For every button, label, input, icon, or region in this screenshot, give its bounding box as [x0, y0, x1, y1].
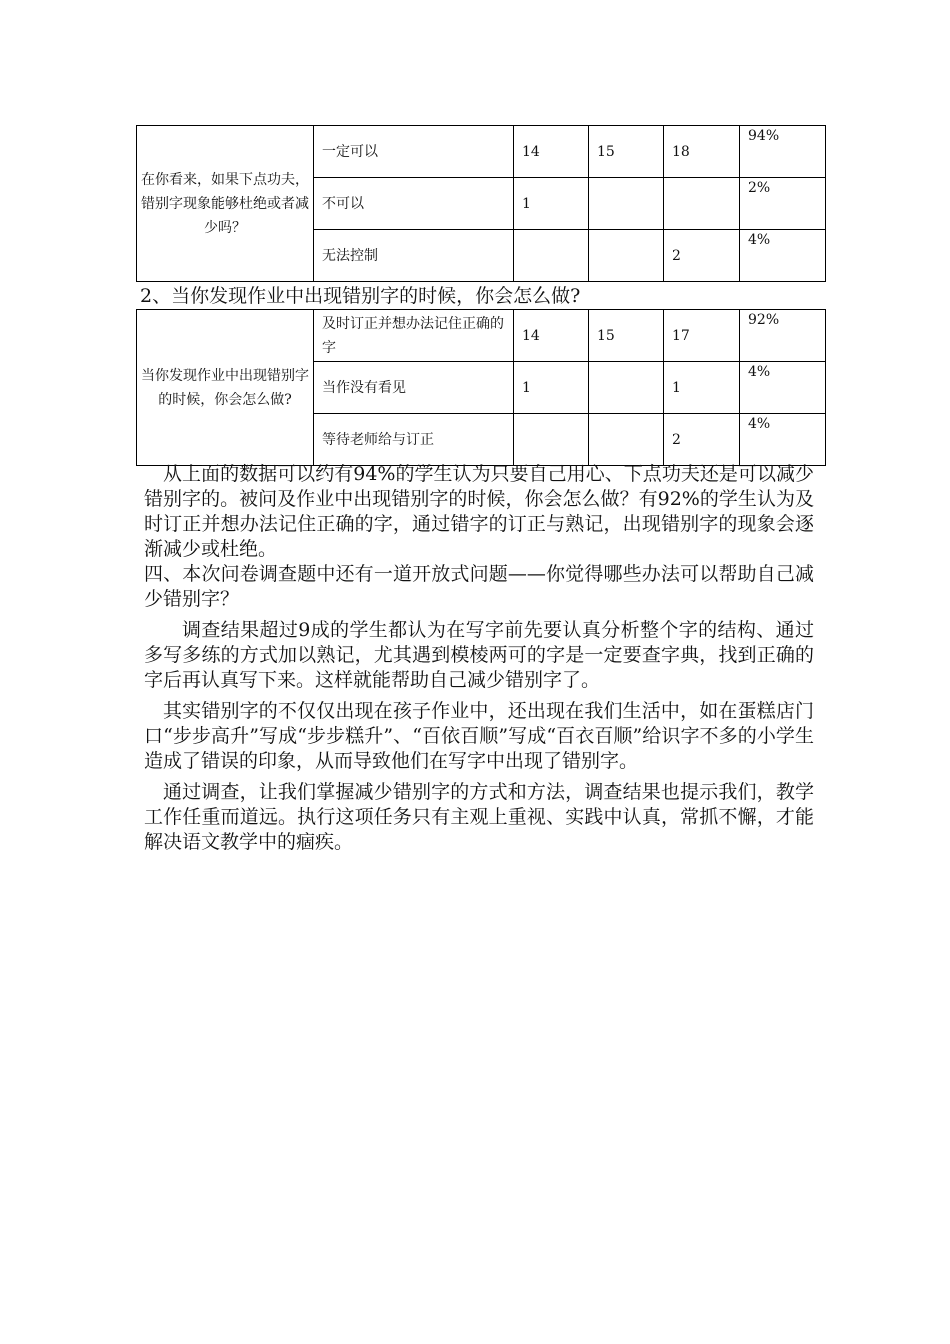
option-cell: 不可以: [314, 178, 514, 230]
count-cell: [589, 230, 664, 282]
count-cell: 1: [514, 178, 589, 230]
percent-cell: 4%: [740, 414, 826, 466]
count-cell: 17: [664, 310, 740, 362]
count-cell: 18: [664, 126, 740, 178]
percent-cell: 94%: [740, 126, 826, 178]
question-cell: 在你看来，如果下点功夫，错别字现象能够杜绝或者减少吗？: [137, 126, 314, 282]
count-cell: [514, 230, 589, 282]
percent-cell: 4%: [740, 230, 826, 282]
table-row: [137, 126, 826, 178]
count-cell: [589, 362, 664, 414]
percent-cell: 2%: [740, 178, 826, 230]
count-cell: [514, 414, 589, 466]
count-cell: 1: [514, 362, 589, 414]
count-cell: 2: [664, 230, 740, 282]
option-cell: 无法控制: [314, 230, 514, 282]
percent-cell: 92%: [740, 310, 826, 362]
percent-cell: 4%: [740, 362, 826, 414]
survey-table-2: [136, 309, 826, 466]
count-cell: [589, 414, 664, 466]
survey-table-1: [136, 125, 826, 282]
paragraph: 调查结果超过9成的学生都认为在写字前先要认真分析整个字的结构、通过多写多练的方式加以熟记，尤其遇到模棱两可的字是一定要查字典，找到正确的字后再认真写下来。这样就能帮助自己减少错别字了。: [144, 619, 814, 691]
count-cell: [589, 178, 664, 230]
count-cell: 1: [664, 362, 740, 414]
table-row: [137, 310, 826, 362]
section-heading: 2、当你发现作业中出现错别字的时候，你会怎么做?: [140, 285, 581, 307]
paragraph: 通过调查，让我们掌握减少错别字的方式和方法，调查结果也提示我们，教学工作任重而道远。执行这项任务只有主观上重视、实践中认真，常抓不懈，才能解决语文教学中的痼疾。: [144, 781, 814, 853]
paragraph: 从上面的数据可以约有94%的学生认为只要自己用心、下点功夫还是可以减少错别字的。被问及作业中出现错别字的时候，你会怎么做？有92%的学生认为及时订正并想办法记住正确的字，通过错字的订正与熟记，出现错别字的现象会逐渐减少或杜绝。: [144, 463, 814, 560]
option-cell: 及时订正并想办法记住正确的字: [314, 310, 514, 362]
paragraph: 四、本次问卷调查题中还有一道开放式问题——你觉得哪些办法可以帮助自己减少错别字？: [144, 563, 814, 610]
count-cell: 14: [514, 126, 589, 178]
body-text: [144, 462, 814, 855]
question-cell: 当你发现作业中出现错别字的时候，你会怎么做?: [137, 310, 314, 466]
count-cell: 2: [664, 414, 740, 466]
count-cell: 14: [514, 310, 589, 362]
option-cell: 等待老师给与订正: [314, 414, 514, 466]
count-cell: 15: [589, 310, 664, 362]
count-cell: 15: [589, 126, 664, 178]
paragraph: 其实错别字的不仅仅出现在孩子作业中，还出现在我们生活中，如在蛋糕店门口“步步高升”写成“步步糕升”、“百依百顺”写成“百衣百顺”给识字不多的小学生造成了错误的印象，从而导致他们在写字中出现了错别字。: [144, 700, 814, 772]
count-cell: [664, 178, 740, 230]
option-cell: 当作没有看见: [314, 362, 514, 414]
option-cell: 一定可以: [314, 126, 514, 178]
